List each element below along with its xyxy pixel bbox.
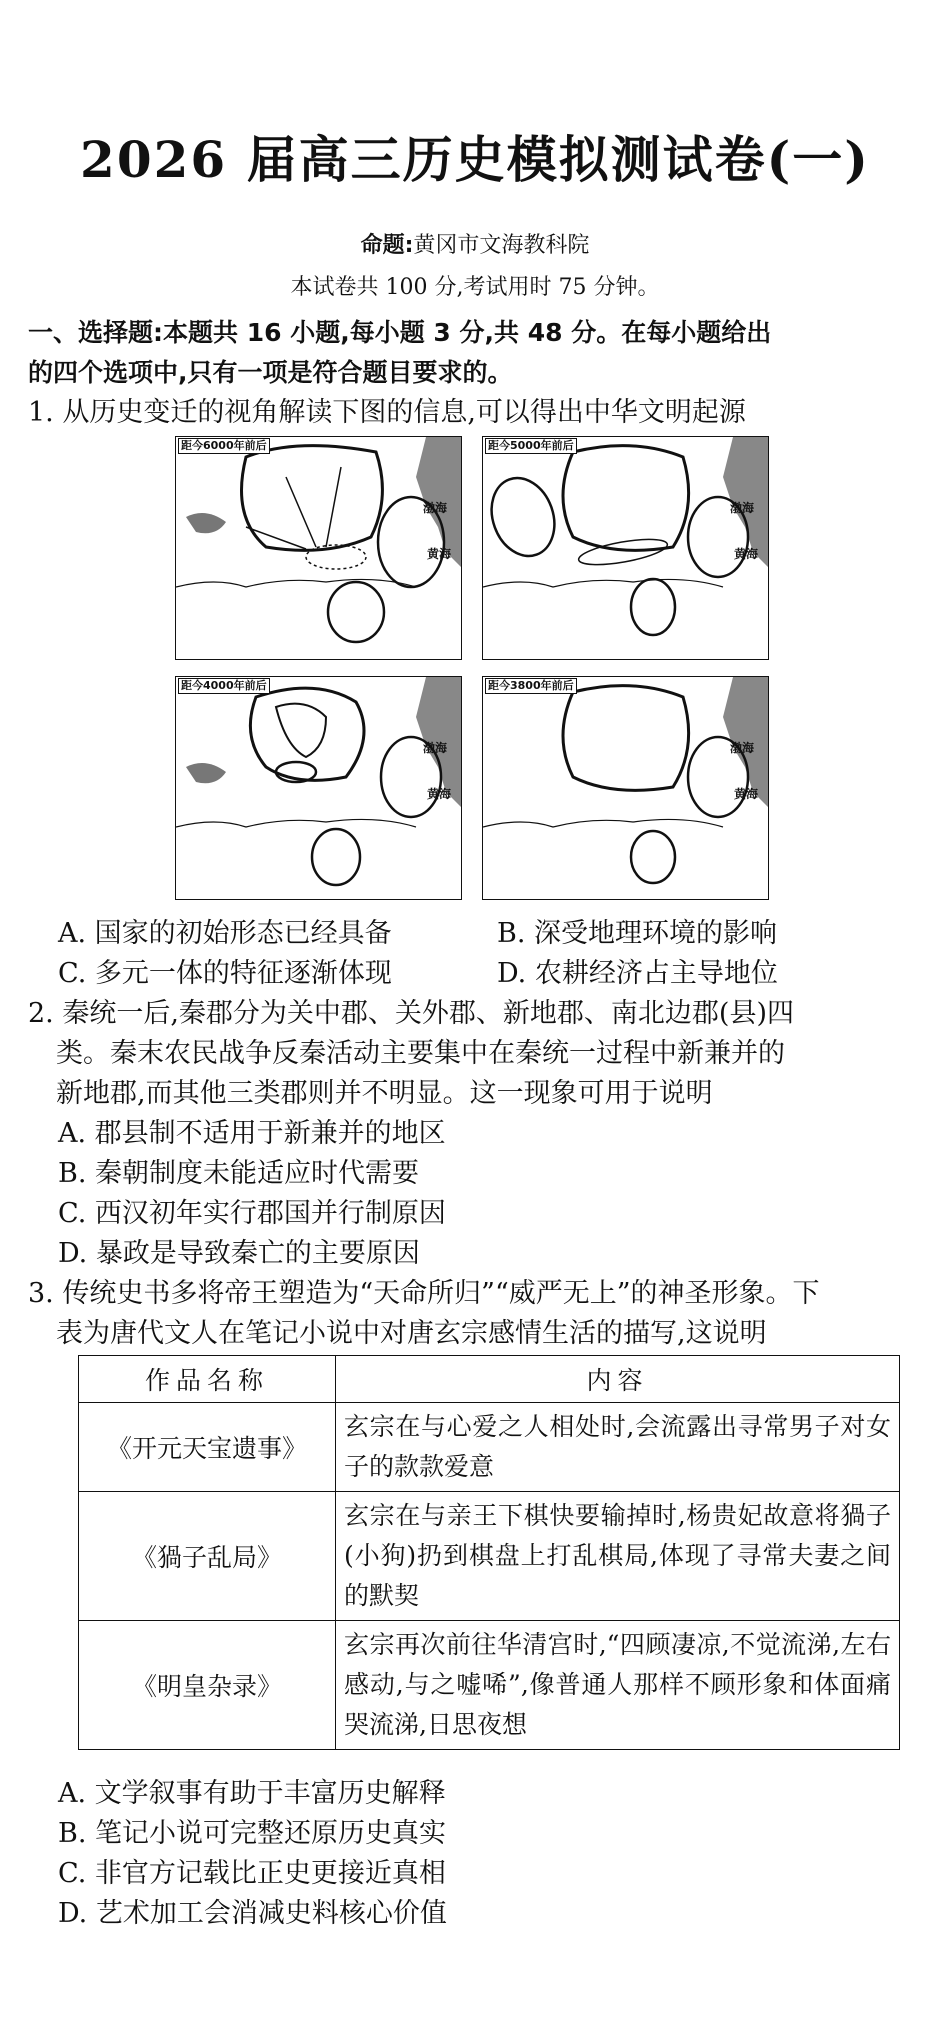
table-row — [79, 1403, 900, 1492]
q3-stem-line-2: 表为唐代文人在笔记小说中对唐玄宗感情生活的描写,这说明 — [56, 1318, 767, 1349]
q3-table-cell-content: 玄宗在与心爱之人相处时,会流露出寻常男子对女子的款款爱意 — [336, 1403, 900, 1492]
map-3800-region-north — [563, 686, 689, 791]
map-4000-drawing — [176, 677, 461, 899]
map-3800 — [482, 676, 769, 900]
map-5000 — [482, 436, 769, 660]
map-6000-arrows — [246, 467, 341, 549]
q3-table-header-row — [79, 1356, 900, 1403]
map-5000-sea-huanghai: 黄海 — [733, 547, 758, 561]
map-4000-region-north — [250, 688, 364, 780]
map-6000-label: 距今6000年前后 — [178, 438, 270, 454]
q3-table — [78, 1355, 900, 1750]
q2-option-d[interactable]: D. 暴政是导致秦亡的主要原因 — [58, 1238, 420, 1269]
map-4000-region-inner — [276, 704, 326, 757]
q2-stem-line-2: 类。秦末农民战争反秦活动主要集中在秦统一过程中新兼并的 — [56, 1038, 785, 1069]
q3-table-cell-content: 玄宗在与亲王下棋快要输掉时,杨贵妃故意将猧子(小狗)扔到棋盘上打乱棋局,体现了寻常夫妻之间的默契 — [336, 1492, 900, 1621]
map-5000-region-south — [631, 579, 675, 635]
q3-option-c[interactable]: C. 非官方记载比正史更接近真相 — [58, 1858, 446, 1889]
map-6000-sea-bohai: 渤海 — [422, 501, 447, 515]
table-row — [79, 1492, 900, 1621]
q3-table-cell-name: 《明皇杂录》 — [79, 1621, 336, 1750]
map-6000-region-south — [328, 582, 384, 642]
map-4000 — [175, 676, 462, 900]
author-name: 黄冈市文海教科院 — [413, 233, 590, 258]
q3-table-cell-content: 玄宗再次前往华清宫时,“四顾凄凉,不觉流涕,左右感动,与之嘘唏”,像普通人那样不顾形象和体面痛哭流涕,日思夜想 — [336, 1621, 900, 1750]
q1-option-c[interactable]: C. 多元一体的特征逐渐体现 — [58, 958, 392, 989]
map-5000-drawing — [483, 437, 768, 659]
author-label: 命题: — [360, 233, 414, 258]
q1-option-b[interactable]: B. 深受地理环境的影响 — [497, 918, 778, 949]
map-4000-sea-bohai: 渤海 — [422, 741, 447, 755]
map-5000-core — [577, 534, 669, 569]
q3-table-header-content: 内容 — [336, 1356, 900, 1403]
author-line — [0, 230, 950, 262]
q3-stem-line-1: 3. 传统史书多将帝王塑造为“天命所归”“威严无上”的神圣形象。下 — [28, 1278, 820, 1309]
q2-option-c[interactable]: C. 西汉初年实行郡国并行制原因 — [58, 1198, 446, 1229]
map-6000-river — [176, 579, 416, 587]
q2-stem-line-1: 2. 秦统一后,秦郡分为关中郡、关外郡、新地郡、南北边郡(县)四 — [28, 998, 794, 1029]
map-4000-region-south — [312, 829, 360, 885]
q1-option-a[interactable]: A. 国家的初始形态已经具备 — [58, 918, 392, 949]
map-4000-lake — [186, 763, 226, 783]
map-6000-drawing — [176, 437, 461, 659]
q3-table-header-name: 作品名称 — [79, 1356, 336, 1403]
exam-note: 本试卷共 100 分,考试用时 75 分钟。 — [290, 275, 660, 300]
map-5000-river — [483, 579, 723, 587]
map-3800-region-south — [631, 831, 675, 883]
q3-table-cell-name: 《猧子乱局》 — [79, 1492, 336, 1621]
q2-option-b[interactable]: B. 秦朝制度未能适应时代需要 — [58, 1158, 420, 1189]
q2-stem-line-3: 新地郡,而其他三类郡则并不明显。这一现象可用于说明 — [56, 1078, 713, 1109]
map-3800-label: 距今3800年前后 — [485, 678, 577, 694]
q3-option-b[interactable]: B. 笔记小说可完整还原历史真实 — [58, 1818, 447, 1849]
map-6000-region-north — [242, 446, 383, 551]
q1-map-figure — [175, 436, 775, 906]
section-heading-line-1: 一、选择题:本题共 16 小题,每小题 3 分,共 48 分。在每小题给出 — [28, 318, 772, 347]
table-row — [79, 1621, 900, 1750]
map-5000-region-north — [563, 446, 689, 551]
map-3800-sea-bohai: 渤海 — [729, 741, 754, 755]
map-4000-sea-huanghai: 黄海 — [426, 787, 451, 801]
map-3800-drawing — [483, 677, 768, 899]
q1-stem: 1. 从历史变迁的视角解读下图的信息,可以得出中华文明起源 — [28, 397, 746, 428]
map-5000-sea-bohai: 渤海 — [729, 501, 754, 515]
map-6000-lake — [186, 513, 226, 533]
map-5000-label: 距今5000年前后 — [485, 438, 577, 454]
page-title: 2026 届高三历史模拟测试卷(一) — [80, 130, 870, 189]
map-4000-label: 距今4000年前后 — [178, 678, 270, 694]
map-3800-sea-huanghai: 黄海 — [733, 787, 758, 801]
section-heading-line-2: 的四个选项中,只有一项是符合题目要求的。 — [28, 358, 513, 387]
q3-table-cell-name: 《开元天宝遗事》 — [79, 1403, 336, 1492]
section-heading — [28, 313, 928, 393]
map-5000-region-west — [483, 469, 565, 565]
q1-option-d[interactable]: D. 农耕经济占主导地位 — [497, 958, 778, 989]
map-6000 — [175, 436, 462, 660]
q3-option-a[interactable]: A. 文学叙事有助于丰富历史解释 — [58, 1778, 446, 1809]
map-4000-river — [176, 819, 416, 827]
map-3800-river — [483, 819, 723, 827]
map-6000-sea-huanghai: 黄海 — [426, 547, 451, 561]
q3-option-d[interactable]: D. 艺术加工会消减史料核心价值 — [58, 1898, 447, 1929]
q2-option-a[interactable]: A. 郡县制不适用于新兼并的地区 — [58, 1118, 446, 1149]
